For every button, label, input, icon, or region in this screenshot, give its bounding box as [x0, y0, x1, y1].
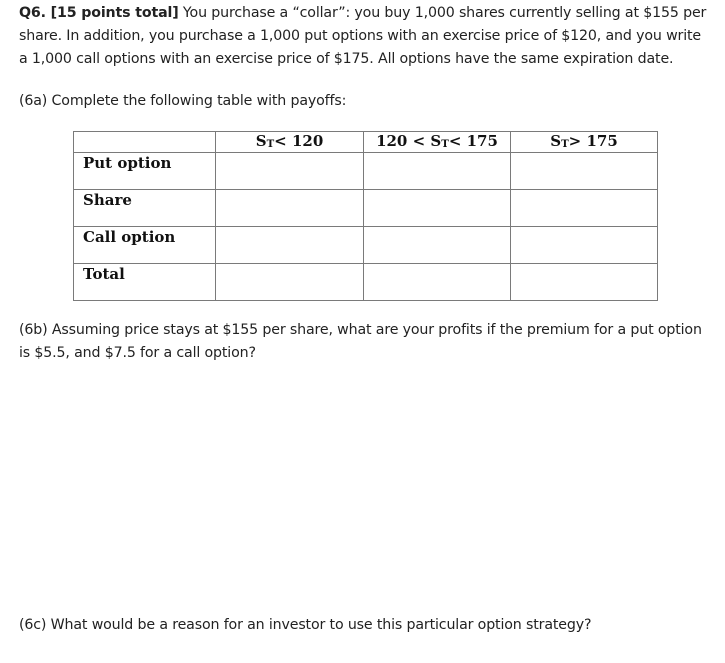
row-label: Call option — [74, 227, 216, 264]
payoff-cell[interactable] — [216, 227, 364, 264]
row-label: Total — [74, 264, 216, 301]
header-text: 120 < S — [376, 132, 442, 150]
header-subscript: T — [441, 138, 449, 150]
payoff-cell[interactable] — [216, 264, 364, 301]
header-text: < 175 — [448, 132, 498, 150]
payoff-cell[interactable] — [511, 190, 658, 227]
payoff-cell[interactable] — [364, 264, 511, 301]
question-label: Q6. [15 points total] — [19, 5, 179, 21]
part-a-prompt: (6a) Complete the following table with payoffs: — [19, 93, 347, 109]
intro-line-2: share. In addition, you purchase a 1,000 put options with an exercise price of $120, and you write — [19, 28, 701, 44]
header-subscript: T — [266, 138, 275, 150]
header-subscript: T — [561, 138, 569, 150]
question-line-1 — [19, 2, 725, 25]
payoff-cell[interactable] — [511, 227, 658, 264]
payoff-cell[interactable] — [216, 190, 364, 227]
row-label: Share — [74, 190, 216, 227]
row-label: Put option — [74, 153, 216, 190]
part-b-line-2: is $5.5, and $7.5 for a call option? — [19, 345, 256, 361]
payoff-cell[interactable] — [511, 153, 658, 190]
table-row-put-option — [74, 153, 658, 190]
table-row-share — [74, 190, 658, 227]
payoff-table — [73, 131, 658, 301]
table-row-total — [74, 264, 658, 301]
payoff-cell[interactable] — [364, 153, 511, 190]
header-text: < 120 — [274, 132, 324, 150]
header-corner-cell — [74, 132, 216, 153]
payoff-cell[interactable] — [511, 264, 658, 301]
part-b-prompt — [19, 319, 725, 365]
part-b-line-1: (6b) Assuming price stays at $155 per share, what are your profits if the premium for a put option — [19, 322, 702, 338]
part-c-prompt: (6c) What would be a reason for an investor to use this particular option strategy? — [19, 617, 592, 633]
intro-line-1: You purchase a “collar”: you buy 1,000 shares currently selling at $155 per — [178, 5, 707, 21]
payoff-cell[interactable] — [216, 153, 364, 190]
header-st-above-175 — [511, 132, 658, 153]
header-text: > 175 — [568, 132, 618, 150]
payoff-cell[interactable] — [364, 190, 511, 227]
header-text: S — [550, 132, 562, 150]
table-row-call-option — [74, 227, 658, 264]
intro-line-3: a 1,000 call options with an exercise price of $175. All options have the same expiration date. — [19, 51, 674, 67]
payoff-cell[interactable] — [364, 227, 511, 264]
header-st-between-120-175 — [364, 132, 511, 153]
header-st-below-120 — [216, 132, 364, 153]
question-intro — [19, 2, 725, 71]
header-text: S — [255, 132, 267, 150]
table-header-row — [74, 132, 658, 153]
